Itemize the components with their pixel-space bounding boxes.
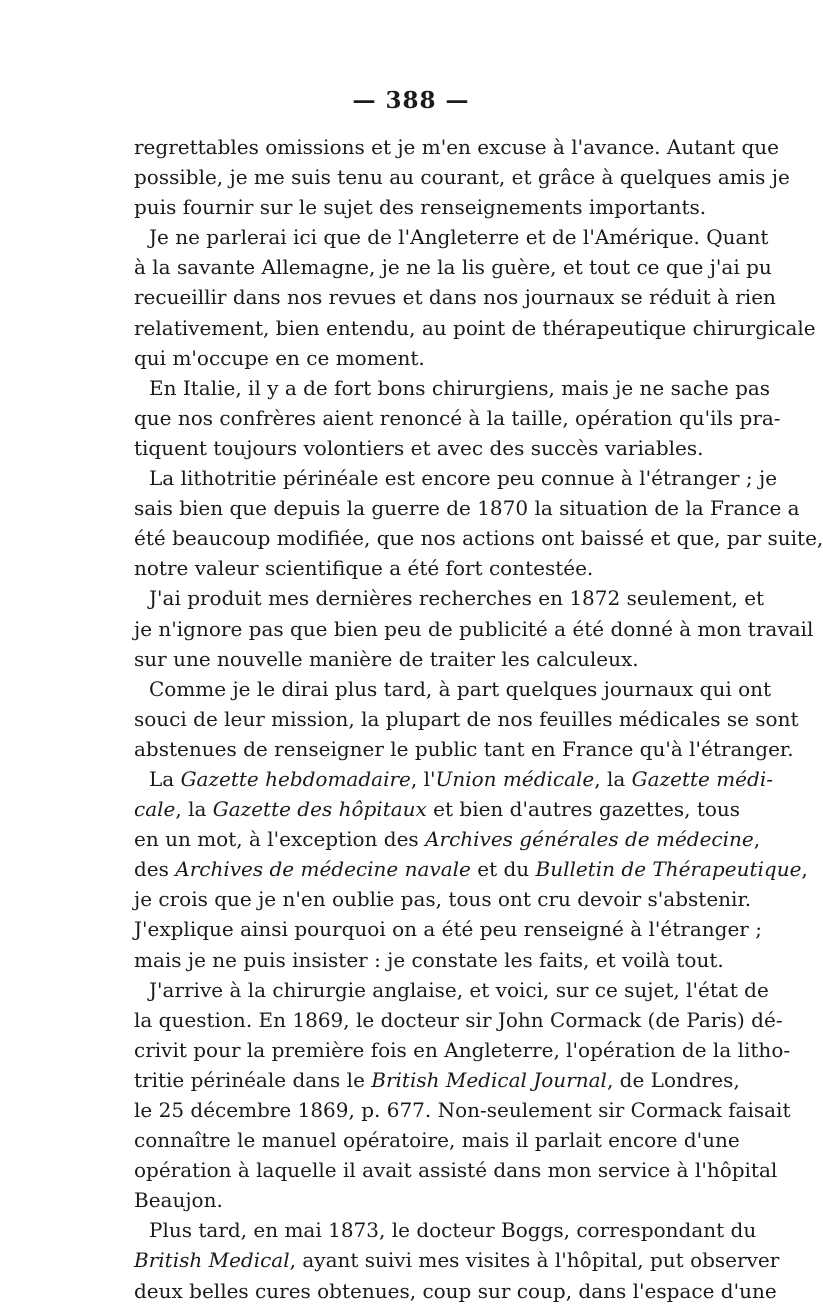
text-line: Je ne parlerai ici que de l'Angleterre et de l'Amérique. Quant [149,225,769,250]
text-line: recueillir dans nos revues et dans nos journaux se réduit à rien [134,285,776,310]
text-line: deux belles cures obtenues, coup sur coup, dans l'espace d'une [134,1278,777,1303]
text-line: connaître le manuel opératoire, mais il parlait encore d'une [134,1128,740,1153]
text-line: la question. En 1869, le docteur sir John Cormack (de Paris) dé- [134,1007,783,1032]
text-line: cale, la Gazette des hôpitaux et bien d'autres gazettes, tous [134,797,741,822]
body-text [134,132,823,1306]
text-line: En Italie, il y a de fort bons chirurgiens, mais je ne sache pas [149,375,771,400]
text-line: opération à laquelle il avait assisté dans mon service à l'hôpital [134,1158,778,1183]
text-line: J'ai produit mes dernières recherches en 1872 seulement, et [149,586,765,611]
text-line: La lithotritie périnéale est encore peu connue à l'étranger ; je [149,466,778,491]
text-line: tritie périnéale dans le British Medical Journal, de Londres, [134,1067,740,1092]
text-line: Plus tard, en mai 1873, le docteur Boggs, correspondant du [149,1218,757,1243]
text-line: qui m'occupe en ce moment. [134,345,425,370]
page-number: — 388 — [352,87,470,114]
text-line: abstenues de renseigner le public tant en France qu'à l'étranger. [134,736,794,761]
text-line: sur une nouvelle manière de traiter les calculeux. [134,646,639,671]
text-line: que nos confrères aient renoncé à la taille, opération qu'ils pra- [134,405,781,430]
text-line: J'arrive à la chirurgie anglaise, et voici, sur ce sujet, l'état de [149,977,769,1002]
text-line: je n'ignore pas que bien peu de publicité a été donné à mon travail [134,616,814,641]
text-line: puis fournir sur le sujet des renseignements importants. [134,195,707,220]
text-line: le 25 décembre 1869, p. 677. Non-seulement sir Cormack faisait [134,1098,791,1122]
text-line: regrettables omissions et je m'en excuse à l'avance. Autant que [134,135,779,159]
text-line: des Archives de médecine navale et du Bulletin de Thérapeutique, [134,857,808,882]
text-line: en un mot, à l'exception des Archives générales de médecine, [134,827,761,852]
text-line: notre valeur scientifique a été fort contestée. [134,556,594,581]
text-line: Beaujon. [134,1188,223,1213]
text-line: mais je ne puis insister : je constate les faits, et voilà tout. [134,947,724,972]
text-line: crivit pour la première fois en Angleterre, l'opération de la litho- [134,1037,791,1062]
text-line: à la savante Allemagne, je ne la lis guère, et tout ce que j'ai pu [134,255,772,280]
text-line: sais bien que depuis la guerre de 1870 la situation de la France a [134,496,800,521]
text-line: souci de leur mission, la plupart de nos feuilles médicales se sont [134,706,799,731]
text-line: je crois que je n'en oublie pas, tous ont cru devoir s'abstenir. [134,887,752,912]
text-line: British Medical, ayant suivi mes visites à l'hôpital, put observer [134,1248,780,1273]
text-line: J'explique ainsi pourquoi on a été peu renseigné à l'étranger ; [134,917,762,942]
text-line: possible, je me suis tenu au courant, et grâce à quelques amis je [134,165,790,190]
text-line: tiquent toujours volontiers et avec des succès variables. [134,435,704,460]
text-line: été beaucoup modifiée, que nos actions ont baissé et que, par suite, [134,526,823,551]
text-line: La Gazette hebdomadaire, l'Union médicale, la Gazette médi- [149,766,773,791]
text-line: Comme je le dirai plus tard, à part quelques journaux qui ont [149,676,772,701]
text-line: relativement, bien entendu, au point de thérapeutique chirurgicale [134,315,816,340]
